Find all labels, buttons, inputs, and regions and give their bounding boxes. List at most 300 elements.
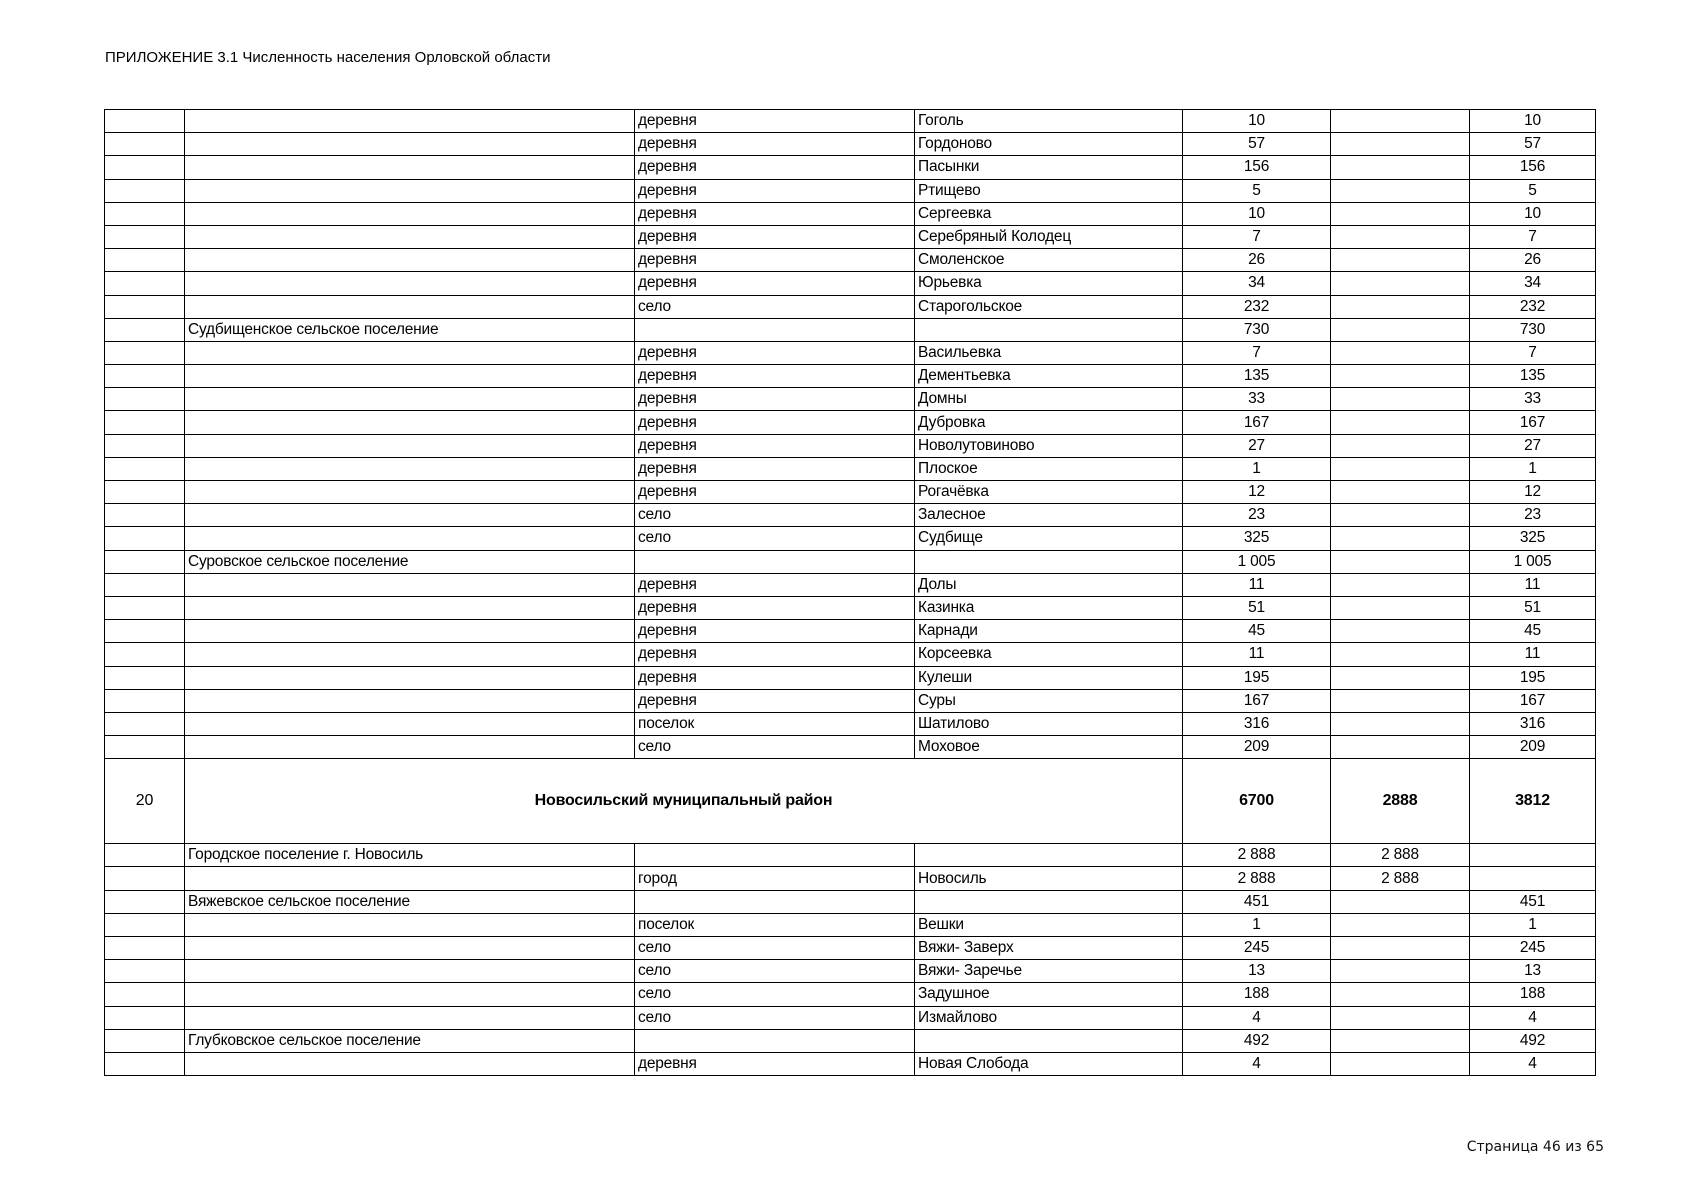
settlement-name-cell: [185, 434, 635, 457]
number-cell: [105, 620, 185, 643]
place-cell: Корсеевка: [915, 643, 1183, 666]
table-row: [105, 388, 1596, 411]
urban-population-cell: [1331, 341, 1470, 364]
total-population-cell: 492: [1183, 1029, 1331, 1052]
table-row: [105, 596, 1596, 619]
number-cell: [105, 481, 185, 504]
rural-population-cell: 195: [1470, 666, 1596, 689]
settlement-name-cell: [185, 596, 635, 619]
total-population-cell: 51: [1183, 596, 1331, 619]
population-table: [104, 109, 1596, 1076]
rural-population-cell: 730: [1470, 318, 1596, 341]
settlement-name-cell: Городское поселение г. Новосиль: [185, 844, 635, 867]
urban-population-cell: [1331, 736, 1470, 759]
rural-population-cell: 7: [1470, 225, 1596, 248]
place-cell: Ртищево: [915, 179, 1183, 202]
number-cell: [105, 225, 185, 248]
rural-population-cell: 7: [1470, 341, 1596, 364]
total-population-cell: 167: [1183, 689, 1331, 712]
type-cell: деревня: [635, 179, 915, 202]
settlement-name-cell: [185, 913, 635, 936]
total-population-cell: 451: [1183, 890, 1331, 913]
total-population-cell: 1: [1183, 457, 1331, 480]
number-cell: [105, 643, 185, 666]
place-cell: Шатилово: [915, 712, 1183, 735]
rural-population-cell: 1 005: [1470, 550, 1596, 573]
settlement-name-cell: [185, 960, 635, 983]
table-row: [105, 689, 1596, 712]
table-row: [105, 573, 1596, 596]
number-cell: [105, 712, 185, 735]
urban-population-cell: [1331, 411, 1470, 434]
type-cell: деревня: [635, 225, 915, 248]
type-cell: [635, 1029, 915, 1052]
total-population-cell: 2 888: [1183, 867, 1331, 890]
settlement-name-cell: [185, 295, 635, 318]
urban-population-cell: [1331, 365, 1470, 388]
urban-population-cell: [1331, 179, 1470, 202]
type-cell: село: [635, 527, 915, 550]
urban-population-cell: [1331, 666, 1470, 689]
urban-population-cell: [1331, 318, 1470, 341]
place-cell: Новая Слобода: [915, 1052, 1183, 1075]
number-cell: [105, 411, 185, 434]
table-row: [105, 1052, 1596, 1075]
table-row: [105, 736, 1596, 759]
rural-population-cell: 11: [1470, 643, 1596, 666]
page-number: Страница 46 из 65: [1466, 1139, 1604, 1155]
number-cell: [105, 666, 185, 689]
number-cell: [105, 156, 185, 179]
number-cell: [105, 202, 185, 225]
number-cell: [105, 596, 185, 619]
type-cell: [635, 318, 915, 341]
settlement-name-cell: Суровское сельское поселение: [185, 550, 635, 573]
type-cell: деревня: [635, 272, 915, 295]
settlement-name-cell: [185, 225, 635, 248]
type-cell: село: [635, 504, 915, 527]
urban-population-cell: 2 888: [1331, 867, 1470, 890]
urban-population-cell: [1331, 550, 1470, 573]
total-population-cell: 7: [1183, 341, 1331, 364]
urban-population-cell: [1331, 434, 1470, 457]
table-row: [105, 913, 1596, 936]
settlement-name-cell: [185, 341, 635, 364]
number-cell: [105, 527, 185, 550]
place-cell: Юрьевка: [915, 272, 1183, 295]
total-population-cell: 33: [1183, 388, 1331, 411]
type-cell: деревня: [635, 133, 915, 156]
table-row: [105, 365, 1596, 388]
settlement-row: [105, 318, 1596, 341]
rural-population-cell: 10: [1470, 110, 1596, 133]
total-population-cell: 7: [1183, 225, 1331, 248]
total-population-cell: 209: [1183, 736, 1331, 759]
total-population-cell: 26: [1183, 249, 1331, 272]
rural-population-cell: 27: [1470, 434, 1596, 457]
total-population-cell: 5: [1183, 179, 1331, 202]
place-cell: [915, 1029, 1183, 1052]
type-cell: деревня: [635, 689, 915, 712]
table-row: [105, 937, 1596, 960]
type-cell: село: [635, 295, 915, 318]
type-cell: село: [635, 736, 915, 759]
district-name-cell: Новосильский муниципальный район: [185, 759, 1183, 844]
total-population-cell: 316: [1183, 712, 1331, 735]
settlement-row: [105, 1029, 1596, 1052]
district-row: [105, 759, 1596, 844]
type-cell: деревня: [635, 1052, 915, 1075]
number-cell: [105, 179, 185, 202]
place-cell: Домны: [915, 388, 1183, 411]
table-row: [105, 1006, 1596, 1029]
number-cell: [105, 457, 185, 480]
total-population-cell: 13: [1183, 960, 1331, 983]
place-cell: Казинка: [915, 596, 1183, 619]
table-row: [105, 712, 1596, 735]
type-cell: деревня: [635, 156, 915, 179]
rural-population-cell: 26: [1470, 249, 1596, 272]
total-population-cell: 6700: [1183, 759, 1331, 844]
settlement-name-cell: [185, 388, 635, 411]
settlement-name-cell: [185, 620, 635, 643]
page-header: ПРИЛОЖЕНИЕ 3.1 Численность населения Орловской области: [105, 49, 551, 66]
settlement-row: [105, 550, 1596, 573]
table-row: [105, 156, 1596, 179]
total-population-cell: 135: [1183, 365, 1331, 388]
type-cell: деревня: [635, 434, 915, 457]
total-population-cell: 232: [1183, 295, 1331, 318]
number-cell: [105, 890, 185, 913]
total-population-cell: 10: [1183, 110, 1331, 133]
type-cell: село: [635, 937, 915, 960]
type-cell: деревня: [635, 573, 915, 596]
table-row: [105, 295, 1596, 318]
rural-population-cell: 135: [1470, 365, 1596, 388]
rural-population-cell: 34: [1470, 272, 1596, 295]
urban-population-cell: [1331, 983, 1470, 1006]
total-population-cell: 45: [1183, 620, 1331, 643]
place-cell: [915, 550, 1183, 573]
number-cell: [105, 110, 185, 133]
table-row: [105, 202, 1596, 225]
table-row: [105, 504, 1596, 527]
rural-population-cell: 492: [1470, 1029, 1596, 1052]
type-cell: деревня: [635, 643, 915, 666]
number-cell: [105, 504, 185, 527]
rural-population-cell: 45: [1470, 620, 1596, 643]
settlement-name-cell: [185, 867, 635, 890]
table-row: [105, 434, 1596, 457]
rural-population-cell: [1470, 844, 1596, 867]
place-cell: Вяжи- Заверх: [915, 937, 1183, 960]
total-population-cell: 2 888: [1183, 844, 1331, 867]
total-population-cell: 34: [1183, 272, 1331, 295]
settlement-name-cell: [185, 249, 635, 272]
total-population-cell: 23: [1183, 504, 1331, 527]
type-cell: деревня: [635, 596, 915, 619]
settlement-name-cell: [185, 983, 635, 1006]
urban-population-cell: [1331, 1052, 1470, 1075]
place-cell: Старогольское: [915, 295, 1183, 318]
settlement-name-cell: [185, 202, 635, 225]
number-cell: [105, 249, 185, 272]
total-population-cell: 10: [1183, 202, 1331, 225]
total-population-cell: 245: [1183, 937, 1331, 960]
rural-population-cell: 1: [1470, 913, 1596, 936]
place-cell: Гоголь: [915, 110, 1183, 133]
rural-population-cell: 10: [1470, 202, 1596, 225]
place-cell: [915, 844, 1183, 867]
type-cell: [635, 844, 915, 867]
rural-population-cell: 5: [1470, 179, 1596, 202]
place-cell: Вешки: [915, 913, 1183, 936]
rural-population-cell: 13: [1470, 960, 1596, 983]
type-cell: деревня: [635, 666, 915, 689]
rural-population-cell: 451: [1470, 890, 1596, 913]
urban-population-cell: [1331, 225, 1470, 248]
place-cell: Долы: [915, 573, 1183, 596]
settlement-name-cell: Вяжевское сельское поселение: [185, 890, 635, 913]
total-population-cell: 195: [1183, 666, 1331, 689]
place-cell: Новолутовиново: [915, 434, 1183, 457]
settlement-name-cell: [185, 272, 635, 295]
total-population-cell: 1: [1183, 913, 1331, 936]
type-cell: деревня: [635, 411, 915, 434]
urban-population-cell: [1331, 937, 1470, 960]
type-cell: деревня: [635, 388, 915, 411]
urban-population-cell: [1331, 643, 1470, 666]
place-cell: [915, 318, 1183, 341]
type-cell: деревня: [635, 249, 915, 272]
settlement-name-cell: [185, 481, 635, 504]
type-cell: деревня: [635, 110, 915, 133]
place-cell: Измайлово: [915, 1006, 1183, 1029]
number-cell: [105, 550, 185, 573]
rural-population-cell: 167: [1470, 689, 1596, 712]
place-cell: Васильевка: [915, 341, 1183, 364]
total-population-cell: 167: [1183, 411, 1331, 434]
rural-population-cell: 316: [1470, 712, 1596, 735]
rural-population-cell: 23: [1470, 504, 1596, 527]
number-cell: [105, 983, 185, 1006]
number-cell: [105, 133, 185, 156]
urban-population-cell: [1331, 481, 1470, 504]
type-cell: село: [635, 983, 915, 1006]
type-cell: [635, 890, 915, 913]
settlement-name-cell: [185, 573, 635, 596]
type-cell: [635, 550, 915, 573]
settlement-name-cell: [185, 110, 635, 133]
place-cell: Задушное: [915, 983, 1183, 1006]
rural-population-cell: 3812: [1470, 759, 1596, 844]
urban-population-cell: [1331, 272, 1470, 295]
settlement-name-cell: [185, 365, 635, 388]
type-cell: деревня: [635, 202, 915, 225]
type-cell: деревня: [635, 620, 915, 643]
settlement-name-cell: [185, 504, 635, 527]
place-cell: Плоское: [915, 457, 1183, 480]
table-row: [105, 960, 1596, 983]
table-row: [105, 133, 1596, 156]
type-cell: поселок: [635, 712, 915, 735]
urban-population-cell: [1331, 890, 1470, 913]
rural-population-cell: 33: [1470, 388, 1596, 411]
place-cell: Серебряный Колодец: [915, 225, 1183, 248]
total-population-cell: 11: [1183, 573, 1331, 596]
type-cell: деревня: [635, 365, 915, 388]
number-cell: [105, 388, 185, 411]
settlement-name-cell: Судбищенское сельское поселение: [185, 318, 635, 341]
settlement-row: [105, 890, 1596, 913]
urban-population-cell: 2 888: [1331, 844, 1470, 867]
total-population-cell: 730: [1183, 318, 1331, 341]
number-cell: [105, 341, 185, 364]
settlement-name-cell: [185, 1052, 635, 1075]
table-row: [105, 643, 1596, 666]
urban-population-cell: [1331, 110, 1470, 133]
table-row: [105, 225, 1596, 248]
total-population-cell: 1 005: [1183, 550, 1331, 573]
settlement-name-cell: [185, 179, 635, 202]
number-cell: [105, 960, 185, 983]
place-cell: Дементьевка: [915, 365, 1183, 388]
settlement-name-cell: Глубковское сельское поселение: [185, 1029, 635, 1052]
place-cell: Гордоново: [915, 133, 1183, 156]
settlement-name-cell: [185, 527, 635, 550]
place-cell: Рогачёвка: [915, 481, 1183, 504]
settlement-name-cell: [185, 736, 635, 759]
urban-population-cell: [1331, 596, 1470, 619]
urban-population-cell: [1331, 960, 1470, 983]
rural-population-cell: 232: [1470, 295, 1596, 318]
place-cell: Сергеевка: [915, 202, 1183, 225]
urban-population-cell: [1331, 457, 1470, 480]
rural-population-cell: 188: [1470, 983, 1596, 1006]
table-row: [105, 110, 1596, 133]
urban-population-cell: [1331, 620, 1470, 643]
type-cell: деревня: [635, 341, 915, 364]
rural-population-cell: 245: [1470, 937, 1596, 960]
total-population-cell: 4: [1183, 1052, 1331, 1075]
place-cell: Дубровка: [915, 411, 1183, 434]
table-row: [105, 481, 1596, 504]
table-row: [105, 411, 1596, 434]
urban-population-cell: [1331, 156, 1470, 179]
urban-population-cell: 2888: [1331, 759, 1470, 844]
rural-population-cell: 4: [1470, 1052, 1596, 1075]
settlement-name-cell: [185, 666, 635, 689]
place-cell: Новосиль: [915, 867, 1183, 890]
type-cell: город: [635, 867, 915, 890]
table-row: [105, 527, 1596, 550]
number-cell: [105, 867, 185, 890]
rural-population-cell: 57: [1470, 133, 1596, 156]
rural-population-cell: 11: [1470, 573, 1596, 596]
table-row: [105, 179, 1596, 202]
settlement-name-cell: [185, 133, 635, 156]
table-row: [105, 867, 1596, 890]
place-cell: Вяжи- Заречье: [915, 960, 1183, 983]
total-population-cell: 12: [1183, 481, 1331, 504]
number-cell: [105, 689, 185, 712]
settlement-name-cell: [185, 937, 635, 960]
urban-population-cell: [1331, 1029, 1470, 1052]
total-population-cell: 11: [1183, 643, 1331, 666]
number-cell: [105, 318, 185, 341]
number-cell: [105, 1006, 185, 1029]
district-number-cell: 20: [105, 759, 185, 844]
rural-population-cell: 156: [1470, 156, 1596, 179]
urban-population-cell: [1331, 133, 1470, 156]
table-body: [105, 110, 1596, 1076]
settlement-name-cell: [185, 689, 635, 712]
rural-population-cell: 1: [1470, 457, 1596, 480]
place-cell: Судбище: [915, 527, 1183, 550]
settlement-name-cell: [185, 457, 635, 480]
number-cell: [105, 736, 185, 759]
rural-population-cell: 325: [1470, 527, 1596, 550]
place-cell: Залесное: [915, 504, 1183, 527]
place-cell: Моховое: [915, 736, 1183, 759]
type-cell: село: [635, 960, 915, 983]
rural-population-cell: 209: [1470, 736, 1596, 759]
urban-population-cell: [1331, 388, 1470, 411]
number-cell: [105, 913, 185, 936]
urban-population-cell: [1331, 249, 1470, 272]
total-population-cell: 325: [1183, 527, 1331, 550]
table-row: [105, 249, 1596, 272]
urban-population-cell: [1331, 202, 1470, 225]
settlement-name-cell: [185, 411, 635, 434]
total-population-cell: 57: [1183, 133, 1331, 156]
total-population-cell: 156: [1183, 156, 1331, 179]
number-cell: [105, 844, 185, 867]
place-cell: Суры: [915, 689, 1183, 712]
table-row: [105, 666, 1596, 689]
urban-population-cell: [1331, 1006, 1470, 1029]
place-cell: Пасынки: [915, 156, 1183, 179]
urban-population-cell: [1331, 504, 1470, 527]
rural-population-cell: [1470, 867, 1596, 890]
total-population-cell: 27: [1183, 434, 1331, 457]
urban-population-cell: [1331, 712, 1470, 735]
number-cell: [105, 272, 185, 295]
rural-population-cell: 4: [1470, 1006, 1596, 1029]
number-cell: [105, 937, 185, 960]
table-row: [105, 457, 1596, 480]
number-cell: [105, 1052, 185, 1075]
number-cell: [105, 1029, 185, 1052]
total-population-cell: 188: [1183, 983, 1331, 1006]
settlement-name-cell: [185, 156, 635, 179]
number-cell: [105, 434, 185, 457]
number-cell: [105, 365, 185, 388]
type-cell: поселок: [635, 913, 915, 936]
urban-population-cell: [1331, 295, 1470, 318]
place-cell: Смоленское: [915, 249, 1183, 272]
settlement-name-cell: [185, 1006, 635, 1029]
type-cell: деревня: [635, 481, 915, 504]
settlement-name-cell: [185, 712, 635, 735]
settlement-row: [105, 844, 1596, 867]
type-cell: село: [635, 1006, 915, 1029]
table-row: [105, 341, 1596, 364]
table-row: [105, 272, 1596, 295]
total-population-cell: 4: [1183, 1006, 1331, 1029]
type-cell: деревня: [635, 457, 915, 480]
number-cell: [105, 295, 185, 318]
